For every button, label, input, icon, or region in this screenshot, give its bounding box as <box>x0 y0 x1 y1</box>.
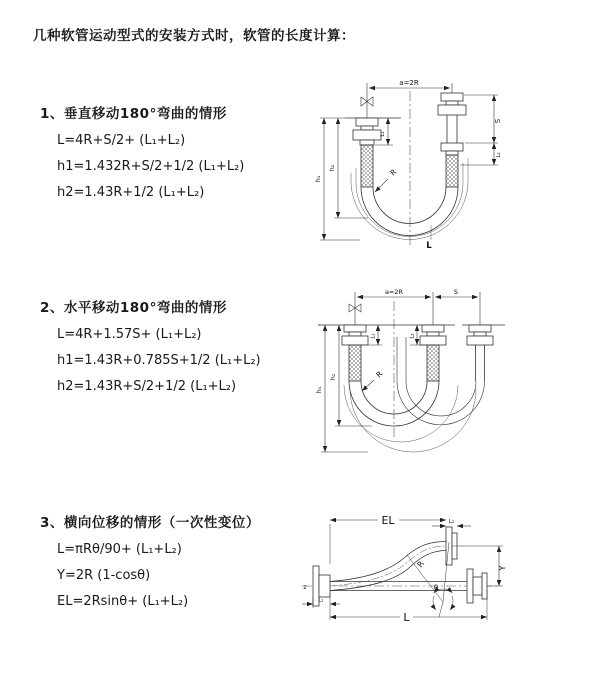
dim-label-a2r: a=2R <box>399 79 419 87</box>
dim-label-el: EL <box>381 514 395 527</box>
formula-h2: h2=1.43R+S/2+1/2 (L₁+L₂) <box>57 379 237 394</box>
dim-label-l2: L₂ <box>448 519 455 525</box>
diagram-horizontal-180-bend <box>310 285 550 460</box>
braided-hose-left <box>349 345 361 381</box>
dimension-lines <box>320 83 498 240</box>
section-2-heading: 2、水平移动180°弯曲的情形 <box>40 300 227 316</box>
dim-label-l1: L₁ <box>380 131 386 137</box>
dim-label-l2: L₂ <box>496 152 502 158</box>
dim-label-h2: h₂ <box>329 373 337 381</box>
radius-label: R <box>388 167 399 178</box>
right-flange-straight <box>467 569 473 603</box>
radius-label: R <box>415 559 427 570</box>
dim-label-h1: h₁ <box>314 175 322 183</box>
formula-length: L=πRθ/90+ (L₁+L₂) <box>57 542 182 557</box>
hose-u-shape <box>345 91 468 245</box>
dim-label-s: S <box>494 118 502 124</box>
section-vertical-bend <box>40 102 244 200</box>
formula-h1: h1=1.432R+S/2+1/2 (L₁+L₂) <box>57 159 245 174</box>
section-3-heading: 3、横向位移的情形（一次性变位） <box>40 515 260 531</box>
braided-hose-right <box>446 155 458 187</box>
dim-label-l1: L₁ <box>370 333 377 339</box>
braided-hose-left <box>361 145 373 187</box>
dim-label-l1: L₁ <box>318 597 324 604</box>
formula-el: EL=2Rsinθ+ (L₁+L₂) <box>57 594 189 609</box>
dim-label-h2: h₂ <box>328 164 336 172</box>
pipe-break-mark: z <box>303 584 307 591</box>
dim-label-a2r: a=2R <box>384 288 404 296</box>
diagram-vertical-180-bend <box>298 73 528 258</box>
hose-shifted-position <box>397 337 485 425</box>
section-lateral-displacement <box>40 511 260 609</box>
length-label: L <box>426 241 432 251</box>
section-horizontal-bend <box>40 296 261 394</box>
dim-label-s: S <box>453 288 459 296</box>
hose-s-curve <box>302 527 500 606</box>
diagram-lateral-displacement <box>300 498 580 653</box>
dim-label-y: Y <box>498 565 507 571</box>
braided-hose-middle <box>427 345 439 381</box>
dimension-lines <box>318 292 480 452</box>
formula-h2: h2=1.43R+1/2 (L₁+L₂) <box>57 185 205 200</box>
dimension-labels <box>303 514 507 624</box>
formula-h1: h1=1.43R+0.785S+1/2 (L₁+L₂) <box>57 353 261 368</box>
page-title: 几种软管运动型式的安装方式时，软管的长度计算： <box>33 28 355 44</box>
dim-label-l2: L₂ <box>409 333 416 339</box>
dim-label-h1: h₁ <box>315 386 323 394</box>
formula-length: L=4R+S/2+ (L₁+L₂) <box>57 133 186 148</box>
formula-y: Y=2R (1-cosθ) <box>57 568 151 583</box>
section-1-heading: 1、垂直移动180°弯曲的情形 <box>40 106 227 122</box>
right-flange-displaced <box>446 527 452 565</box>
formula-length: L=4R+1.57S+ (L₁+L₂) <box>57 327 202 342</box>
hose-u-shape <box>318 301 505 452</box>
angle-label: θ <box>433 584 439 592</box>
dim-label-l: L <box>403 611 410 624</box>
radius-label: R <box>374 369 385 380</box>
